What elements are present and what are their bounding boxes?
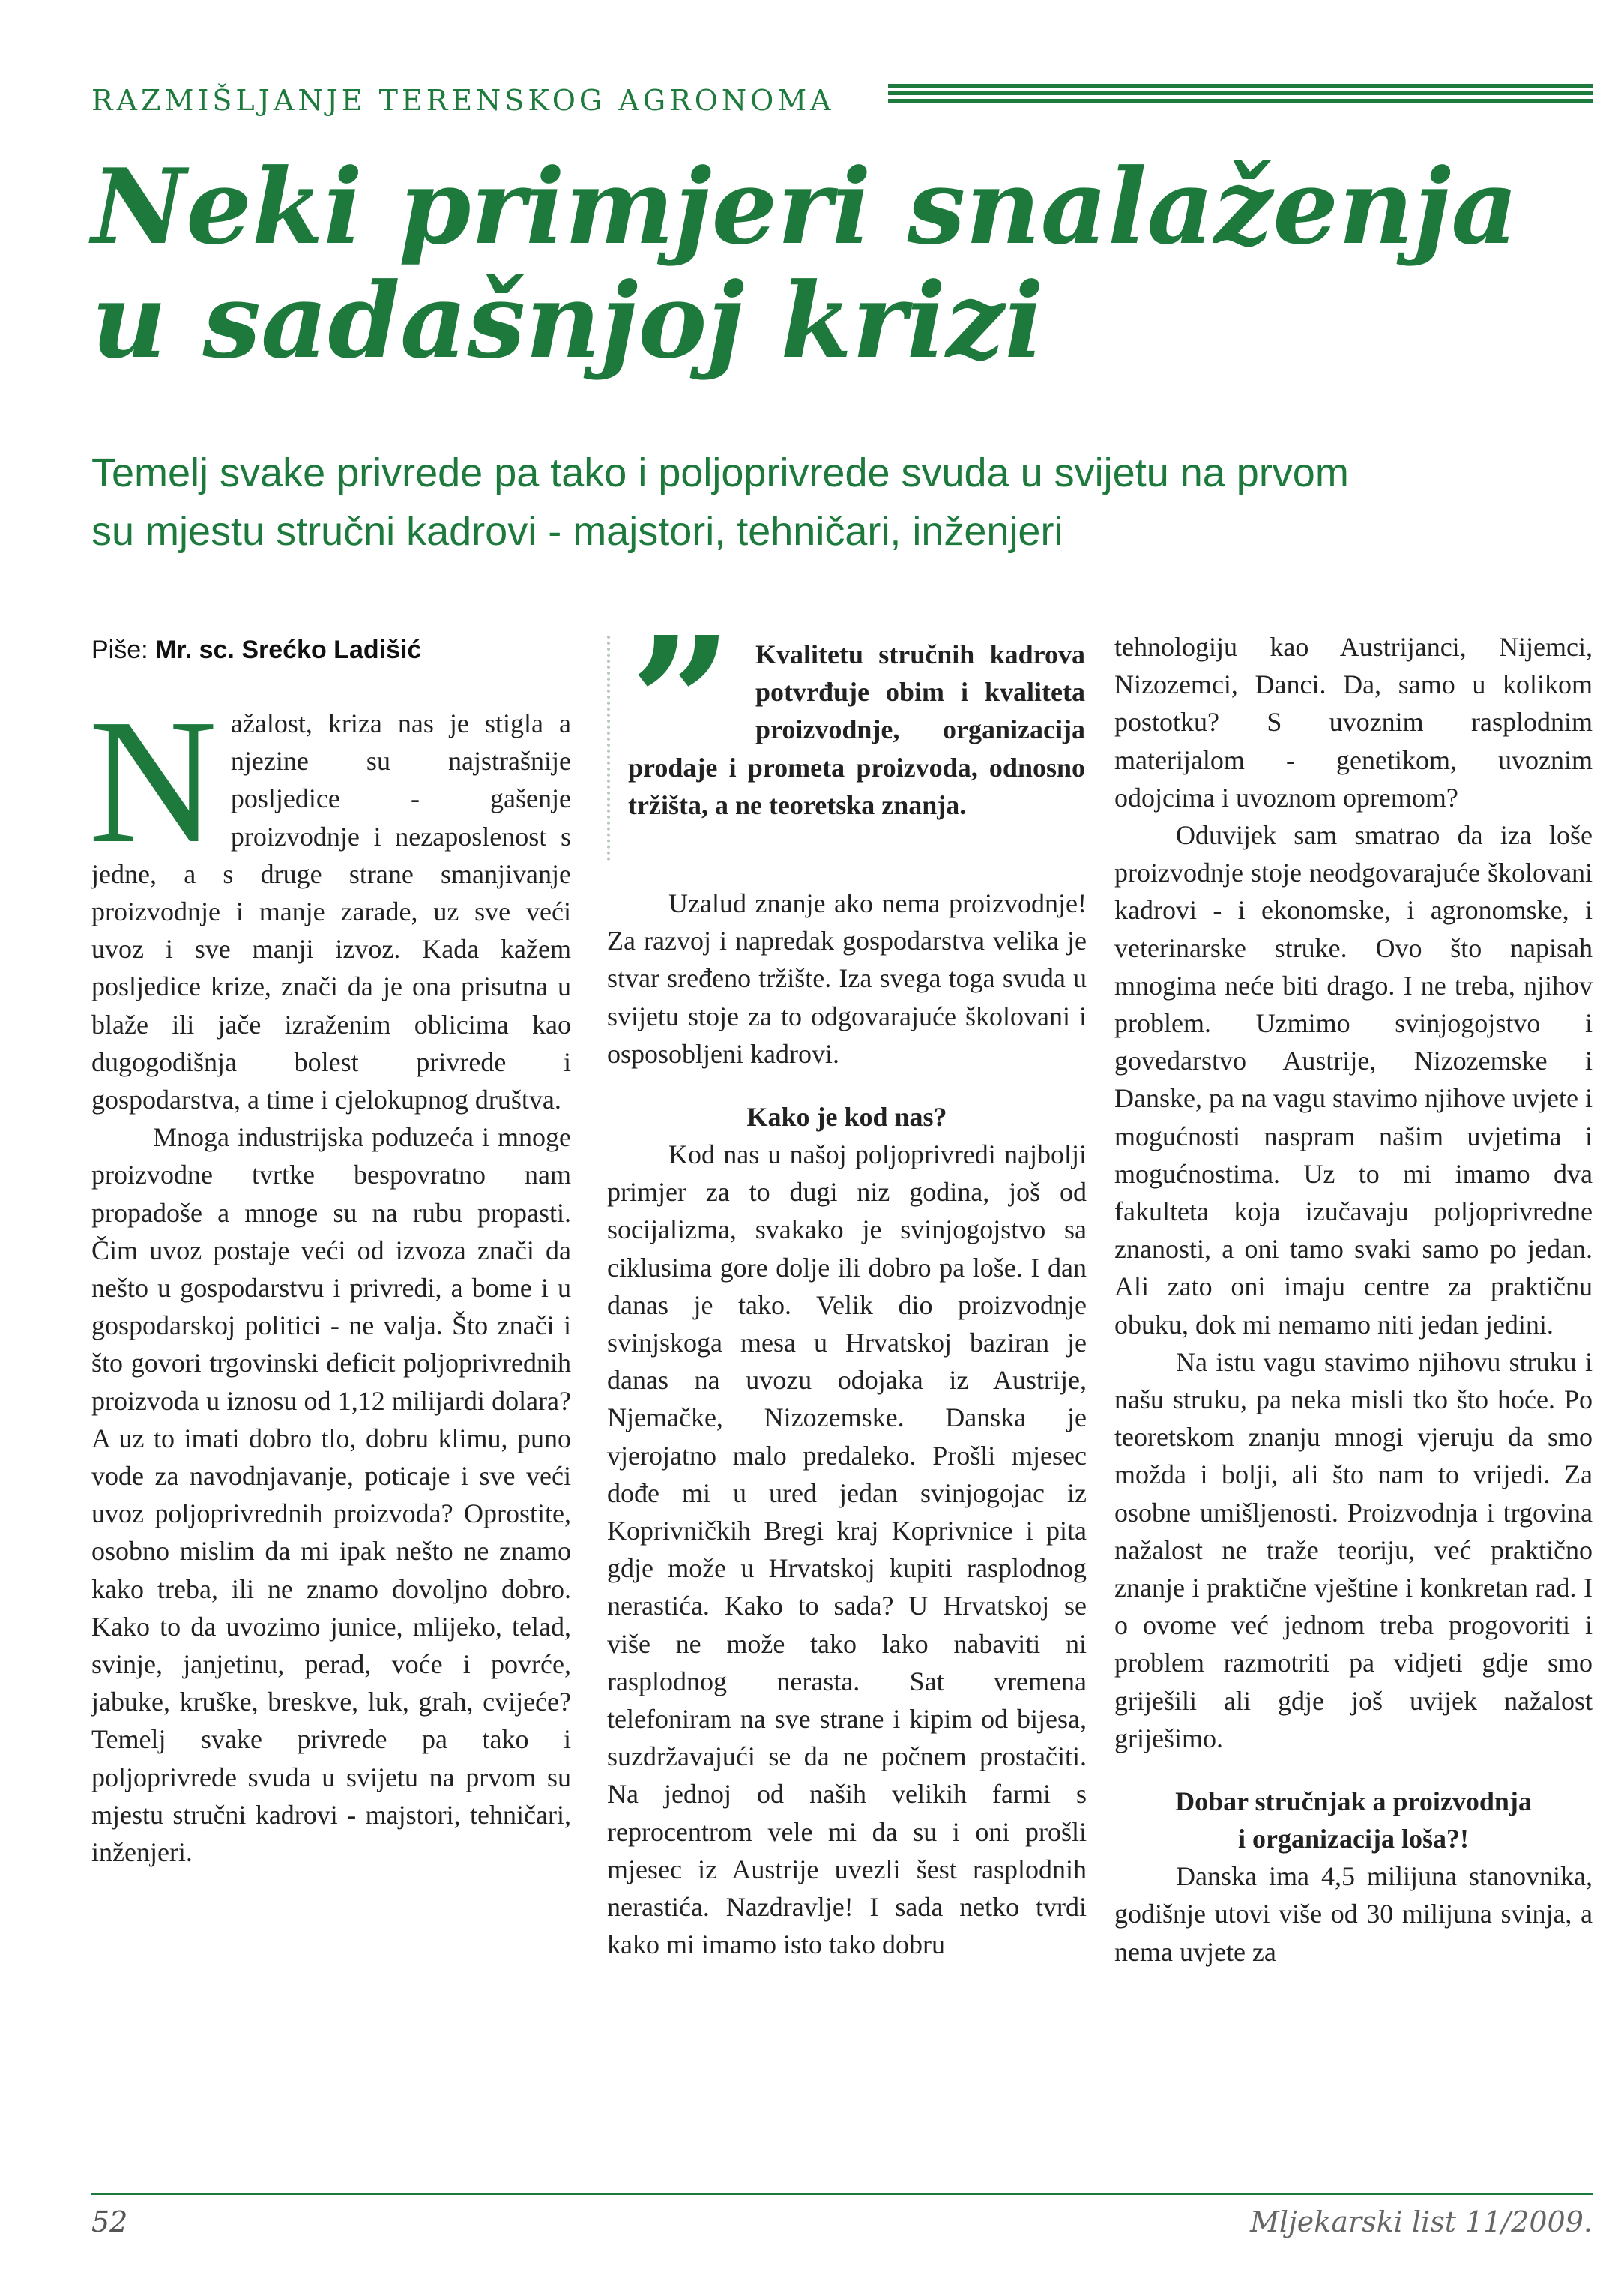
byline-label: Piše: (91, 636, 148, 664)
footer-rule (91, 2193, 1593, 2195)
journal-issue: Mljekarski list 11/2009. (1249, 2205, 1593, 2238)
deck-line-1: Temelj svake privrede pa tako i poljoprivrede svuda u svijetu na prvom (91, 451, 1349, 495)
col2-paragraph-2: Kod nas u našoj poljoprivredi najbolji primjer za to dugi niz godina, još od socijalizma, svakako je svinjogojstvo sa ciklusima gore dolje ili dobro pa loše. I dan danas je tako. Velik dio proizvodnje svinjskoga mesa u Hrvatskoj baziran je danas na uvozu odojaka iz Austrije, Njemačke, Nizozemske. Danska je vjerojatno malo predaleko. Prošli mjesec dođe mi u ured jedan svinjogojac iz Koprivničkih Bregi kraj Koprivnice i pita gdje može u Hrvatskoj kupiti rasplodnog nerastića. Kako to sada? U Hrvatskoj se više ne može tako lako nabaviti ni rasplodnog nerasta. Sat vremena telefoniram na sve strane i kipim od bijesa, suzdržavajući se da ne počnem prostačiti. Na jednoj od naših velikih farmi s reprocentrom vele mi da su i oni prošli mjesec iz Austrije uvezli šest rasplodnih nerastića. Nazdravlje! I sada netko tvrdi kako mi imamo isto tako dobru (607, 1139, 1087, 1960)
byline-author: Mr. sc. Srećko Ladišić (155, 636, 422, 664)
pull-quote-text (628, 636, 1085, 824)
column-3 (1114, 628, 1593, 1971)
col3-paragraph-2: Oduvijek sam smatrao da iza loše proizvodnje stoje neodgovarajuće školovani kadrovi - i ekonomske, i agronomske, i veterinarske struke. Ovo što napisah mnogima neće biti drago. I ne treba, njihov problem. Uzmimo svinjogojstvo i govedarstvo Austrije, Nizozemske i Danske, pa na vagu stavimo njihove uvjete i mogućnosti naspram našim uvjetima i mogućnostima. Uz to mi imamo dva fakulteta koja izučavaju poljoprivredne znanosti, a oni tamo svaki samo po jedan. Ali zato oni imaju centre za praktičnu obuku, dok mi nemamo niti jedan jedini. (1114, 820, 1593, 1340)
col2-paragraph-1: Uzalud znanje ako nema proizvodnje! Za razvoj i napredak gospodarstva velika je stvar sređeno tržište. Iza svega toga svuda u svijetu stoje za to odgovarajuće školovani i osposobljeni kadrovi. (607, 888, 1087, 1069)
byline (91, 636, 421, 665)
quote-mark-spacer (628, 636, 755, 741)
kicker-rule (888, 99, 1593, 103)
col3-paragraph-4: Danska ima 4,5 milijuna stanovnika, godišnje utovi više od 30 milijuna svinja, a nema uvjete za (1114, 1861, 1593, 1967)
headline-line-1: Neki primjeri snalaženja (91, 145, 1518, 268)
kicker-rule (888, 91, 1593, 95)
deck-line-2: su mjestu stručni kadrovi - majstori, tehničari, inženjeri (91, 509, 1063, 554)
kicker-rule (888, 84, 1593, 88)
kicker-rules (888, 84, 1593, 114)
section-kicker: RAZMIŠLJANJE TERENSKOG AGRONOMA (91, 84, 835, 117)
column-2 (607, 885, 1087, 1963)
quote-mark-icon: ” (630, 597, 734, 809)
column-1 (88, 683, 571, 1871)
col3-paragraph-3: Na istu vagu stavimo njihovu struku i našu struku, pa neka misli tko što hoće. Po teoretskom znanju mnogi vjeruju da smo možda i bolji, ali što nam to vrijedi. Za osobne umišljenosti. Proizvodnja i trgovina nažalost ne traže teoriju, već praktično znanje i praktične vještine i konkretan rad. I o ovome već jednom treba progovoriti i problem razmotriti pa vidjeti gdje smo griješili ali gdje još uvijek nažalost griješimo. (1114, 1346, 1593, 1753)
article-deck (91, 444, 1583, 561)
article-headline (91, 145, 1560, 382)
pull-quote-dotted-rule (607, 636, 616, 861)
page-number: 52 (91, 2205, 128, 2238)
col1-paragraph-2: Mnoga industrijska poduzeća i mnoge proizvodne tvrtke bespovratno nam propadoše a mnoge su na rubu propasti. Čim uvoz postaje veći od izvoza znači da nešto u gospodarstvu i privredi, a bome i u gospodarskoj politici - ne valja. Što znači i što govori trgovinski deficit poljoprivrednih proizvoda u iznosu od 1,12 milijardi dolara? A uz to imati dobro tlo, dobru klimu, puno vode za navodnjavanje, poticaje i sve veći uvoz poljoprivrednih proizvoda? Oprostite, osobno mislim da mi ipak nešto ne znamo kako treba, ili ne znamo dovoljno dobro. Kako to da uvozimo junice, mlijeko, telad, svinje, janjetinu, perad, voće i povrće, jabuke, kruške, breskve, luk, grah, cvijeće? Temelj svake privrede pa tako i poljoprivrede svuda u svijetu na prvom su mjestu stručni kadrovi - majstori, tehničari, inženjeri. (91, 1122, 571, 1868)
pull-quote-body: Kvalitetu stručnih kadrova potvrđuje obim i kvaliteta proizvodnje, organizacija prodaje i prometa proizvoda, odnosno tržišta, a ne teoretska znanja. (628, 639, 1085, 820)
drop-cap: N (88, 683, 217, 880)
subhead-kako-je-kod-nas: Kako je kod nas? (746, 1102, 947, 1133)
subhead-line-1: Dobar stručnjak a proizvodnja (1175, 1786, 1532, 1817)
subhead-line-2: i organizacija loša?! (1238, 1824, 1469, 1854)
headline-line-2: u sadašnjoj krizi (91, 259, 1044, 382)
col1-paragraph-1: ažalost, kriza nas je stigla a njezine su najstrašnije posljedice - gašenje proizvodnje i nezaposlenost s jedne, a s druge strane smanjivanje proizvodnje i manje zarade, uz sve veći uvoz i sve manji izvoz. Kada kažem posljedice krize, znači da je ona prisutna u blaže ili jače izraženim oblicima kao dugogodišnja bolest privrede i gospodarstva, a time i cjelokupnog društva. (91, 708, 571, 1115)
pull-quote (607, 597, 1087, 861)
col3-paragraph-1: tehnologiju kao Austrijanci, Nijemci, Nizozemci, Danci. Da, samo u kolikom postotku? S uvoznim rasplodnim materijalom - genetikom, uvoznim odojcima i uvoznom opremom? (1114, 632, 1593, 813)
subhead-dobar-strucnjak (1114, 1783, 1593, 1857)
